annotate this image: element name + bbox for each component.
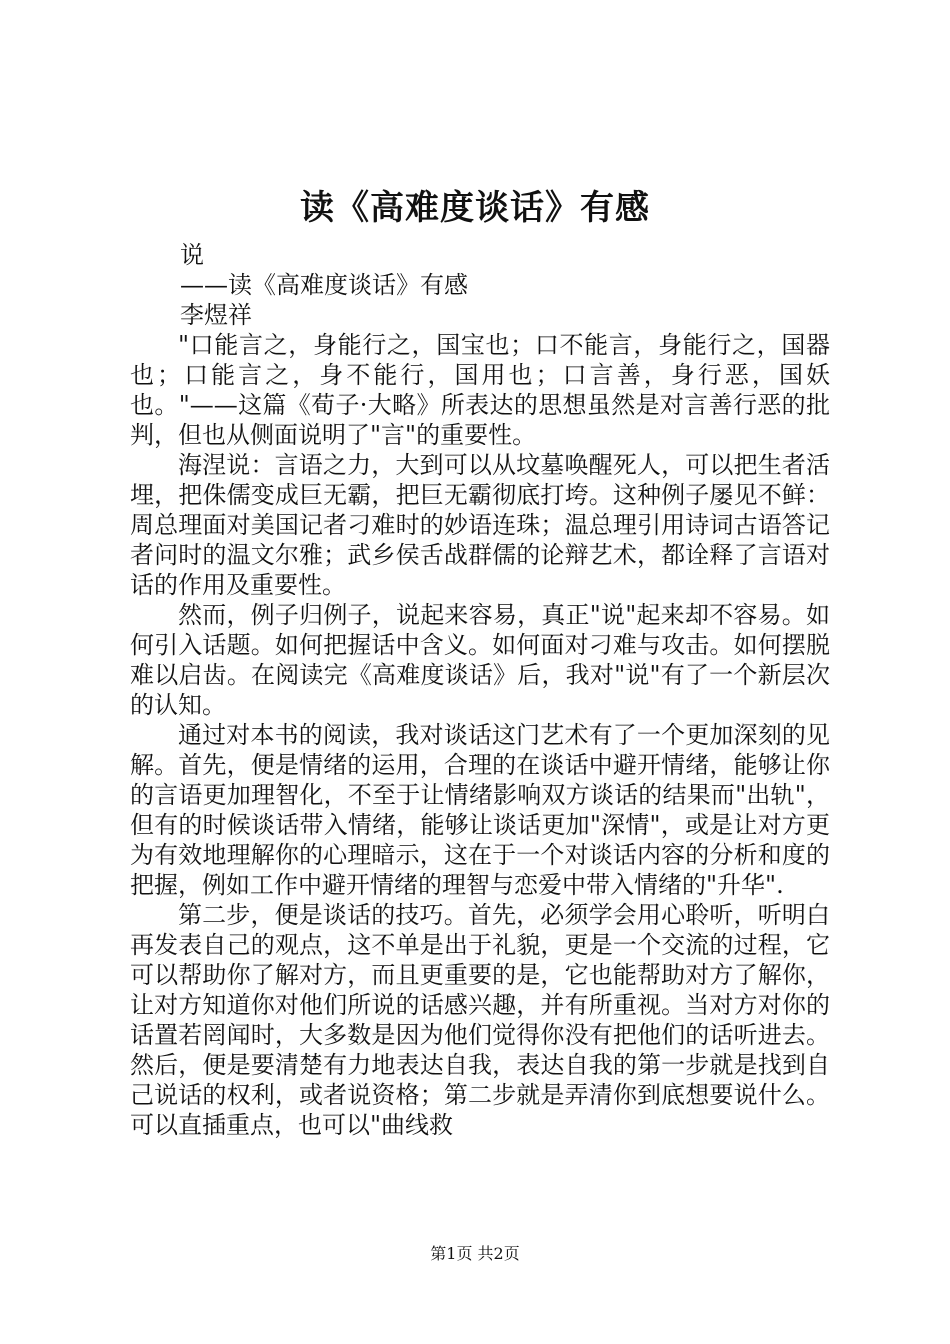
paragraph-5: 第二步，便是谈话的技巧。首先，必须学会用心聆听，听明白再发表自己的观点，这不单是出于礼貌，更是一个交流的过程，它可以帮助你了解对方，而且更重要的是，它也能帮助对方了解你，让对方知道你对他们所说的话感兴趣，并有所重视。当对方对你的话置若罔闻时，大多数是因为他们觉得你没有把他们的话听进去。然后，便是要清楚有力地表达自我，表达自我的第一步就是找到自己说话的权利，或者说资格；第二步就是弄清你到底想要说什么。可以直插重点，也可以"曲线救 [130,901,830,1139]
paragraph-1: "口能言之，身能行之，国宝也；口不能言，身能行之，国器也；口能言之，身不能行，国用也；口言善，身行恶，国妖也。"——这篇《荀子·大略》所表达的思想虽然是对言善行恶的批判，但也从侧面说明了"言"的重要性。 [130,331,830,449]
page-footer: 第1页 共2页 [430,1244,520,1263]
subtitle-line-2: ——读《高难度谈话》有感 [180,271,468,299]
article-body [130,330,830,1140]
document-title: 读《高难度谈话》有感 [300,188,650,228]
subtitle-line-1: 说 [180,241,204,269]
paragraph-3: 然而，例子归例子，说起来容易，真正"说"起来却不容易。如何引入话题。如何把握话中含义。如何面对刁难与攻击。如何摆脱难以启齿。在阅读完《高难度谈话》后，我对"说"有了一个新层次的认知。 [130,601,830,719]
paragraph-2: 海涅说：言语之力，大到可以从坟墓唤醒死人，可以把生者活埋，把侏儒变成巨无霸，把巨无霸彻底打垮。这种例子屡见不鲜：周总理面对美国记者刁难时的妙语连珠；温总理引用诗词古语答记者问时的温文尔雅；武乡侯舌战群儒的论辩艺术，都诠释了言语对话的作用及重要性。 [130,451,830,599]
paragraph-4: 通过对本书的阅读，我对谈话这门艺术有了一个更加深刻的见解。首先，便是情绪的运用，合理的在谈话中避开情绪，能够让你的言语更加理智化，不至于让情绪影响双方谈话的结果而"出轨"，但有的时候谈话带入情绪，能够让谈话更加"深情"，或是让对方更为有效地理解你的心理暗示，这在于一个对谈话内容的分析和度的把握，例如工作中避开情绪的理智与恋爱中带入情绪的"升华". [130,721,830,899]
author-name: 李煜祥 [180,301,252,329]
